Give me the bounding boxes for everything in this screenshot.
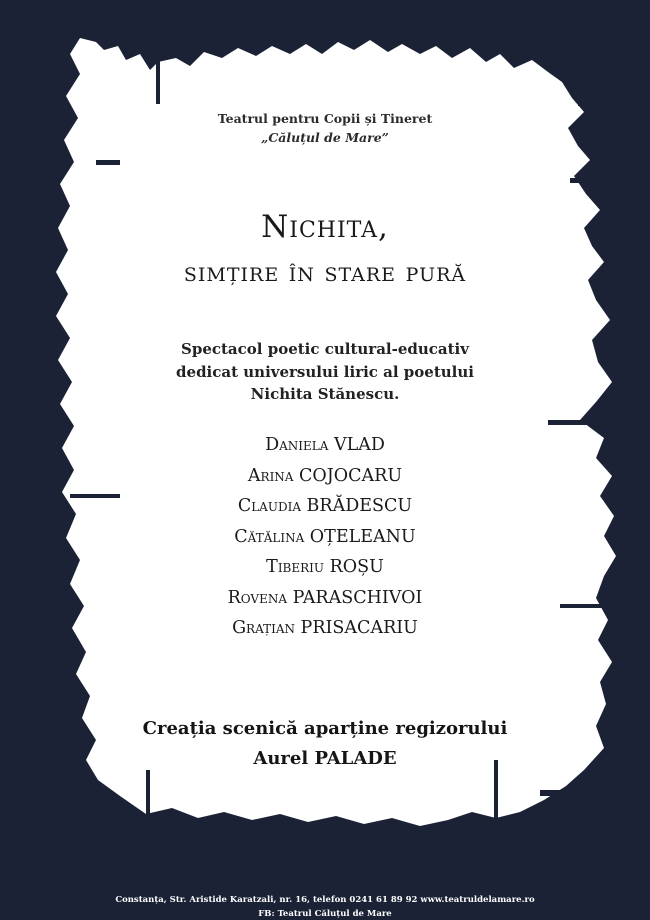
- cast-member: Grațian PRISACARIU: [232, 618, 418, 638]
- show-description: [0, 338, 650, 406]
- description-line-3: Nichita Stănescu.: [250, 385, 400, 403]
- footer-facebook: FB: Teatrul Căluțul de Mare: [258, 909, 392, 919]
- cast-member: Arina COJOCARU: [247, 465, 403, 486]
- cast-member: Rovena PARASCHIVOI: [227, 587, 423, 608]
- credit-line-2: Aurel PALADE: [253, 748, 397, 769]
- cast-member: Daniela VLAD: [265, 435, 385, 455]
- contact-footer: [0, 893, 650, 920]
- theatre-line-1: Teatrul pentru Copii și Tineret: [217, 111, 433, 126]
- cast-member: Claudia BRĂDESCU: [237, 496, 413, 516]
- theatre-line-2: „Căluțul de Mare”: [261, 130, 389, 145]
- title-line-1: Nichita,: [261, 209, 389, 245]
- title-line-2: simțire în stare pură: [183, 257, 467, 288]
- cast-member: Cătălina OȚELEANU: [234, 526, 416, 547]
- cast-list: [0, 430, 650, 644]
- cast-member: Tiberiu ROȘU: [266, 557, 384, 577]
- theatre-name: [0, 109, 650, 147]
- description-line-2: dedicat universului liric al poetului: [176, 362, 474, 381]
- description-line-1: Spectacol poetic cultural-educativ: [181, 340, 469, 358]
- footer-address: Constanța, Str. Aristide Karatzali, nr. 16, telefon 0241 61 89 92 www.teatruldelamare.ro: [115, 895, 535, 905]
- show-title: [0, 206, 650, 298]
- director-credit: [0, 714, 650, 774]
- credit-line-1: Creația scenică aparține regizorului: [142, 718, 508, 739]
